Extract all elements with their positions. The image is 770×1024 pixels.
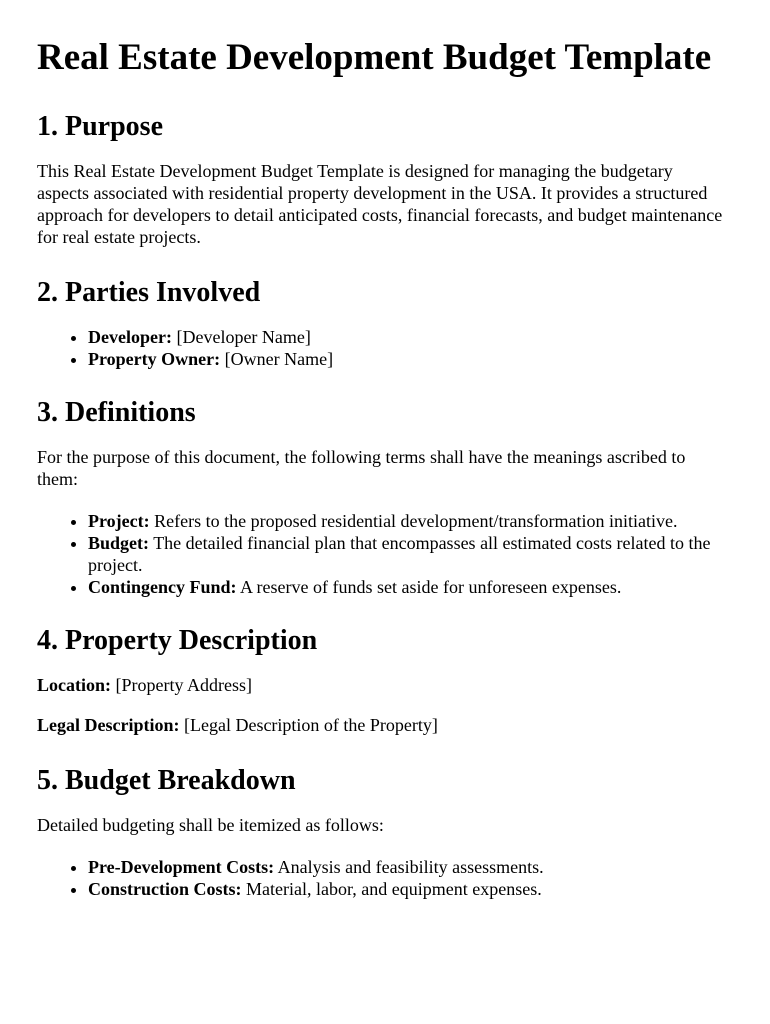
section-heading: 1. Purpose xyxy=(37,111,163,142)
item-term: Construction Costs: xyxy=(88,879,242,899)
section-parties-involved xyxy=(37,276,727,370)
list-item xyxy=(88,510,727,532)
section-heading: 4. Property Description xyxy=(37,625,318,656)
section-heading: 5. Budget Breakdown xyxy=(37,765,296,796)
item-term: Pre-Development Costs: xyxy=(88,857,275,877)
item-text: Analysis and feasibility assessments. xyxy=(274,857,544,877)
section-definitions xyxy=(37,396,727,598)
item-term: Property Owner: xyxy=(88,349,221,369)
section-paragraph: This Real Estate Development Budget Template is designed for managing the budgetary aspects associated with residential property development in the USA. It provides a structured approach for developers to detail anticipated costs, financial forecasts, and budget maintenance for real estate projects. xyxy=(37,161,723,247)
item-text: [Owner Name] xyxy=(220,349,334,369)
list-item xyxy=(88,576,727,598)
property-legal-description xyxy=(37,714,727,736)
item-text: The detailed financial plan that encompasses all estimated costs related to the project. xyxy=(88,533,711,575)
document-page xyxy=(37,36,727,900)
section-paragraph: Detailed budgeting shall be itemized as follows: xyxy=(37,815,384,835)
section-property-description xyxy=(37,624,727,736)
list-item xyxy=(88,326,727,348)
item-term: Developer: xyxy=(88,327,172,347)
section-budget-breakdown xyxy=(37,764,727,900)
item-text: A reserve of funds set aside for unforeseen expenses. xyxy=(236,577,622,597)
item-term: Budget: xyxy=(88,533,150,553)
section-heading: 3. Definitions xyxy=(37,397,196,428)
field-term: Legal Description: xyxy=(37,715,180,735)
field-text: [Legal Description of the Property] xyxy=(179,715,438,735)
list-item xyxy=(88,348,727,370)
definitions-list xyxy=(37,510,727,598)
list-item xyxy=(88,532,727,576)
section-purpose xyxy=(37,110,727,248)
property-location xyxy=(37,674,727,696)
item-text: [Developer Name] xyxy=(171,327,311,347)
item-text: Material, labor, and equipment expenses. xyxy=(241,879,542,899)
section-paragraph: For the purpose of this document, the following terms shall have the meanings ascribed to them: xyxy=(37,447,686,489)
section-heading: 2. Parties Involved xyxy=(37,277,261,308)
list-item xyxy=(88,856,727,878)
field-text: [Property Address] xyxy=(111,675,252,695)
list-item xyxy=(88,878,727,900)
budget-list xyxy=(37,856,727,900)
parties-list xyxy=(37,326,727,370)
item-term: Project: xyxy=(88,511,150,531)
item-text: Refers to the proposed residential development/transformation initiative. xyxy=(149,511,678,531)
item-term: Contingency Fund: xyxy=(88,577,237,597)
field-term: Location: xyxy=(37,675,111,695)
document-title: Real Estate Development Budget Template xyxy=(37,37,712,78)
